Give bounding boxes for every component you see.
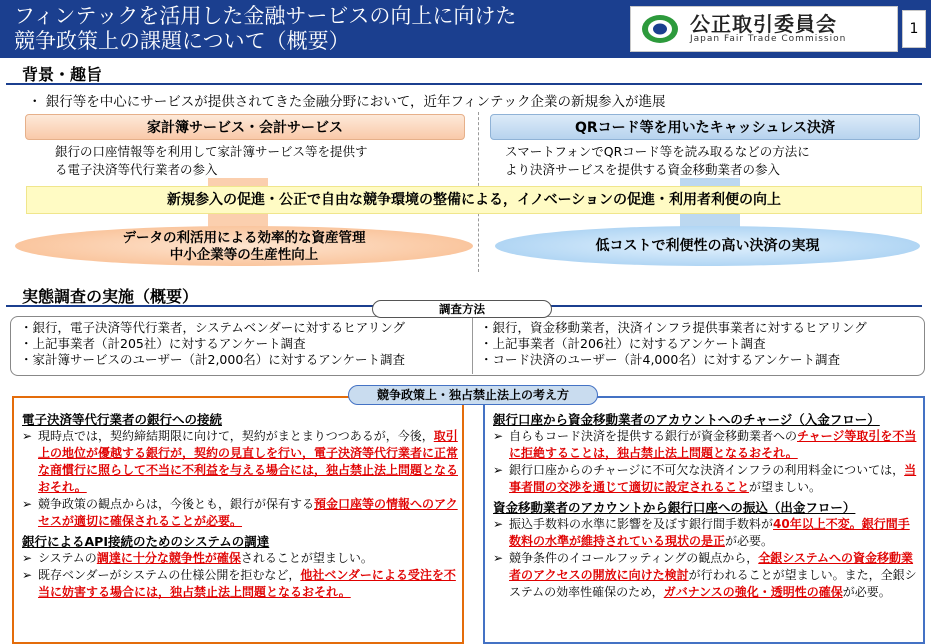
qr-payment-box: QRコード等を用いたキャッシュレス決済 (490, 114, 920, 140)
list-item: ➢ 既存ベンダーがシステムの仕様公開を拒むなど，他社ベンダーによる受注を不当に妨害する場合には，独占禁止法上問題となるおそれ。 (22, 568, 456, 599)
page-title: フィンテックを活用した金融サービスの向上に向けた 競争政策上の課題について（概要） (14, 4, 517, 53)
section-title-survey: 実態調査の実施（概要） (22, 287, 199, 306)
left-outcome-oval: データの利活用による効率的な資産管理 中小企業等の生産性向上 (15, 226, 473, 266)
goal-band: 新規参入の促進・公正で自由な競争環境の整備による，イノベーションの促進・利用者利便の向上 (26, 186, 922, 214)
list-item: ・コード決済のユーザー（計4,000名）に対するアンケート調査 (480, 352, 841, 367)
list-item: ➢ 振込手数料の水準に影響を及ぼす銀行間手数料が40年以上不変。銀行間手数料の水準が維持されている現状の是正が必要。 (493, 517, 910, 548)
list-item: ➢ 競争政策の観点からは，今後とも，銀行が保有する預金口座等の情報へのアクセスが適切に確保されることが必要。 (22, 497, 458, 528)
arrow-bullet-icon: ➢ (493, 429, 504, 443)
jftc-logo-icon (640, 12, 680, 46)
list-item: ➢ 競争条件のイコールフッティングの観点から，全銀システムへの資金移動業者のアクセスの開放に向けた検討が行われることが望ましい。また，全銀システムの効率性確保のため，ガバナンスの強化・透明性の確保が必要。 (493, 551, 917, 599)
list-item: ➢ 現時点では，契約締結期限に向けて，契約がまとまりつつあるが，今後，取引上の地位が優越する銀行が，契約の見直しを行い，電子決済等代行業者に正常な商慣行に照らして不当に不利益を与える場合には，独占禁止法上問題となるおそれ。 (22, 429, 459, 494)
list-item: ・家計簿サービスのユーザー（計2,000名）に対するアンケート調査 (20, 352, 406, 367)
survey-method-label: 調査方法 (372, 300, 552, 318)
logo-text-en: Japan Fair Trade Commission (690, 34, 847, 44)
survey-divider (472, 318, 473, 374)
section-title-background: 背景・趣旨 (22, 65, 103, 84)
list-item: ➢ 銀行口座からのチャージに不可欠な決済インフラの利用料金については，当事者間の交渉を通じて適切に設定されることが望ましい。 (493, 463, 917, 494)
list-item: ・上記事業者（計205社）に対するアンケート調査 (20, 336, 306, 351)
list-item: ➢ 自らもコード決済を提供する銀行が資金移動業者へのチャージ等取引を不当に拒絶することは，独占禁止法上問題となるおそれ。 (493, 429, 917, 460)
section-divider (6, 83, 922, 85)
list-item: ➢ システムの調達に十分な競争性が確保されることが望ましい。 (22, 551, 373, 565)
views-label: 競争政策上・独占禁止法上の考え方 (348, 385, 598, 405)
qr-description: スマートフォンでQRコード等を読み取るなどの方法に より決済サービスを提供する資金移動業者の参入 (505, 144, 810, 177)
right-views-content (493, 410, 919, 601)
left-views-content (22, 410, 458, 601)
right-heading-1: 銀行口座から資金移動業者のアカウントへのチャージ（入金フロー） (493, 412, 880, 427)
list-item: ・銀行，資金移動業者，決済インフラ提供事業者に対するヒアリング (480, 320, 867, 335)
background-bullet: ・ 銀行等を中心にサービスが提供されてきた金融分野において，近年フィンテック企業の新規参入が進展 (28, 94, 666, 110)
kakeibo-service-box: 家計簿サービス・会計サービス (25, 114, 465, 140)
logo-text-jp: 公正取引委員会 (690, 12, 837, 36)
arrow-bullet-icon: ➢ (493, 517, 504, 531)
page-number: 1 (902, 10, 926, 48)
arrow-bullet-icon: ➢ (22, 497, 33, 511)
arrow-bullet-icon: ➢ (22, 568, 33, 582)
kakeibo-description: 銀行の口座情報等を利用して家計簿サービス等を提供す る電子決済等代行業者の参入 (55, 144, 368, 177)
left-heading-2: 銀行によるAPI接続のためのシステムの調達 (22, 534, 270, 549)
arrow-bullet-icon: ➢ (22, 551, 33, 565)
survey-left-list (20, 320, 405, 368)
list-item: ・銀行，電子決済等代行業者，システムベンダーに対するヒアリング (20, 320, 406, 335)
survey-right-list (480, 320, 867, 368)
right-heading-2: 資金移動業者のアカウントから銀行口座への振込（出金フロー） (493, 500, 856, 515)
arrow-bullet-icon: ➢ (493, 463, 504, 477)
list-item: ・上記事業者（計206社）に対するアンケート調査 (480, 336, 766, 351)
right-outcome-oval: 低コストで利便性の高い決済の実現 (495, 226, 920, 266)
arrow-bullet-icon: ➢ (22, 429, 33, 443)
arrow-bullet-icon: ➢ (493, 551, 504, 565)
left-heading-1: 電子決済等代行業者の銀行への接続 (22, 412, 223, 427)
